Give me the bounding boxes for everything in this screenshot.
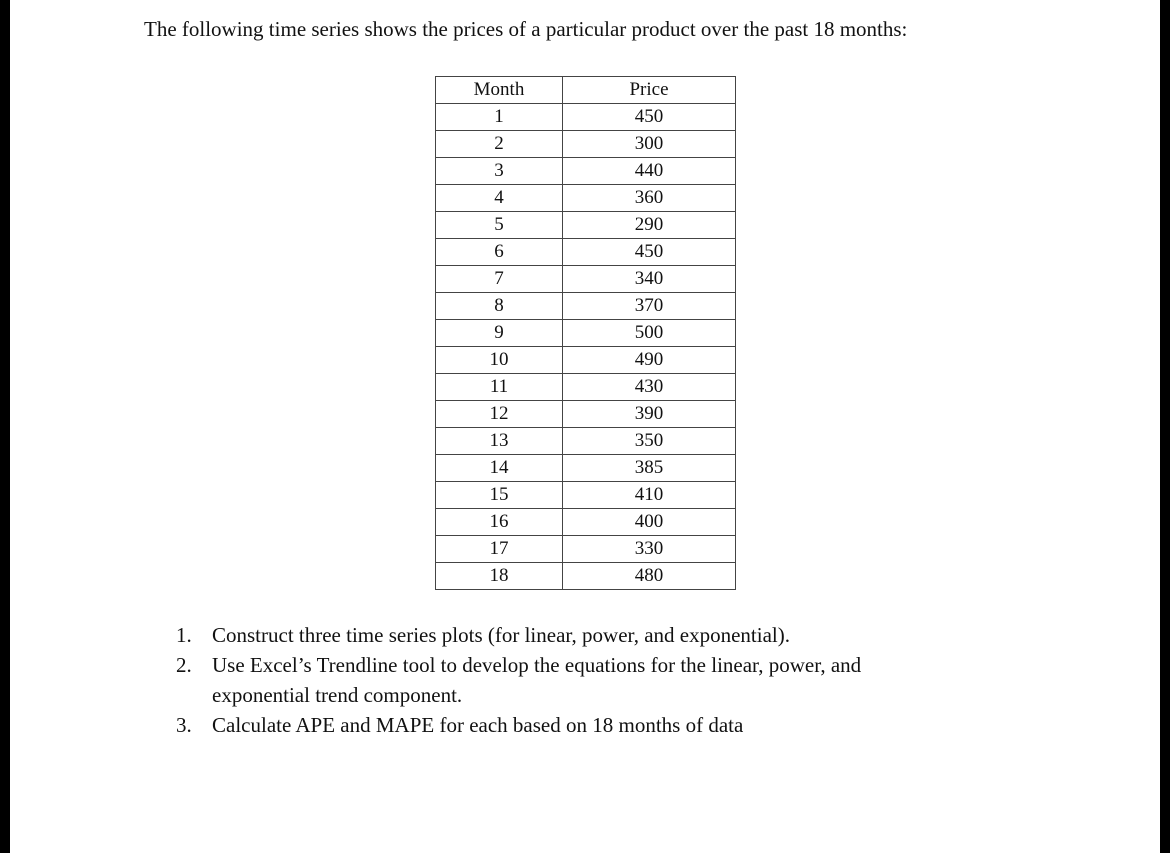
cell-price: 430 <box>563 374 736 401</box>
table-row <box>436 455 736 482</box>
cell-price: 490 <box>563 347 736 374</box>
cell-month: 5 <box>436 212 563 239</box>
table-row <box>436 293 736 320</box>
cell-month: 17 <box>436 536 563 563</box>
table-row <box>436 266 736 293</box>
table-row <box>436 428 736 455</box>
cell-month: 1 <box>436 104 563 131</box>
table-row <box>436 212 736 239</box>
task-number: 1. <box>176 623 192 647</box>
cell-price: 385 <box>563 455 736 482</box>
table-row <box>436 131 736 158</box>
cell-price: 450 <box>563 239 736 266</box>
table-row <box>436 185 736 212</box>
table-row <box>436 401 736 428</box>
table-row <box>436 347 736 374</box>
intro-text: The following time series shows the prices of a particular product over the past 18 months: <box>144 17 908 41</box>
column-header-month: Month <box>436 77 563 104</box>
cell-price: 400 <box>563 509 736 536</box>
cell-price: 390 <box>563 401 736 428</box>
table-row <box>436 509 736 536</box>
table-row <box>436 158 736 185</box>
task-number: 3. <box>176 713 192 737</box>
cell-price: 370 <box>563 293 736 320</box>
task-number: 2. <box>176 653 192 677</box>
cell-price: 480 <box>563 563 736 590</box>
cell-price: 340 <box>563 266 736 293</box>
table-row <box>436 239 736 266</box>
cell-month: 7 <box>436 266 563 293</box>
table-row <box>436 482 736 509</box>
task-text: Construct three time series plots (for linear, power, and exponential). <box>212 623 790 647</box>
cell-month: 2 <box>436 131 563 158</box>
cell-month: 10 <box>436 347 563 374</box>
cell-price: 450 <box>563 104 736 131</box>
cell-month: 12 <box>436 401 563 428</box>
cell-month: 6 <box>436 239 563 266</box>
task-list <box>176 620 956 740</box>
cell-month: 18 <box>436 563 563 590</box>
table-row <box>436 374 736 401</box>
table-row <box>436 536 736 563</box>
cell-month: 8 <box>436 293 563 320</box>
document-page <box>10 0 1160 853</box>
cell-month: 4 <box>436 185 563 212</box>
cell-month: 13 <box>436 428 563 455</box>
task-item <box>176 620 956 650</box>
cell-price: 300 <box>563 131 736 158</box>
table-body <box>436 104 736 590</box>
cell-price: 360 <box>563 185 736 212</box>
cell-price: 440 <box>563 158 736 185</box>
cell-month: 16 <box>436 509 563 536</box>
cell-price: 290 <box>563 212 736 239</box>
task-text: Calculate APE and MAPE for each based on 18 months of data <box>212 713 744 737</box>
table-row <box>436 320 736 347</box>
table-row <box>436 563 736 590</box>
table-header-row <box>436 77 736 104</box>
cell-price: 330 <box>563 536 736 563</box>
task-item <box>176 710 956 740</box>
task-text: Use Excel’s Trendline tool to develop the equations for the linear, power, and exponential trend component. <box>212 653 862 707</box>
table-row <box>436 104 736 131</box>
column-header-price: Price <box>563 77 736 104</box>
cell-price: 500 <box>563 320 736 347</box>
cell-month: 11 <box>436 374 563 401</box>
task-item <box>176 650 956 710</box>
cell-month: 9 <box>436 320 563 347</box>
cell-price: 410 <box>563 482 736 509</box>
price-table <box>435 76 736 590</box>
cell-price: 350 <box>563 428 736 455</box>
cell-month: 3 <box>436 158 563 185</box>
cell-month: 14 <box>436 455 563 482</box>
cell-month: 15 <box>436 482 563 509</box>
